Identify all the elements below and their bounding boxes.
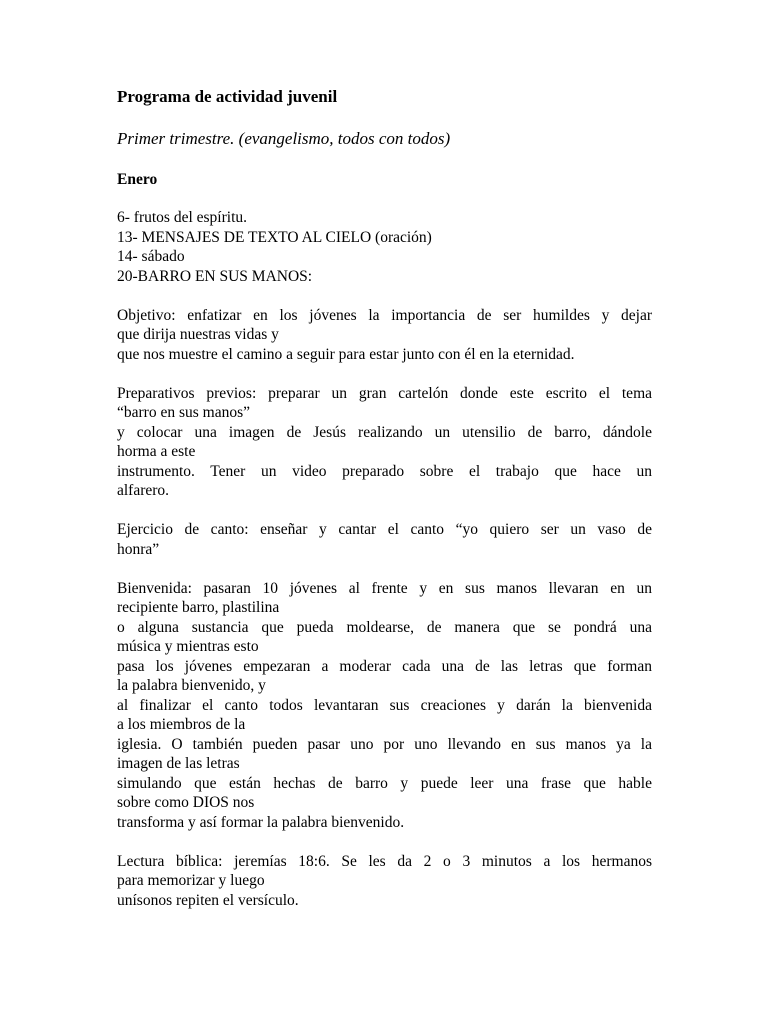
paragraph-line: iglesia. O también pueden pasar uno por uno llevando en sus manos ya la xyxy=(117,735,652,753)
paragraph-bienvenida xyxy=(117,579,652,833)
paragraph-line: Objetivo: enfatizar en los jóvenes la importancia de ser humildes y dejar xyxy=(117,306,652,324)
paragraph-line: la palabra bienvenido, y xyxy=(117,677,266,694)
paragraph-line: imagen de las letras xyxy=(117,755,240,772)
schedule-list xyxy=(117,208,652,286)
paragraph-line: a los miembros de la xyxy=(117,716,246,733)
paragraph-line: alfarero. xyxy=(117,482,170,499)
paragraph-line: Ejercicio de canto: enseñar y cantar el canto “yo quiero ser un vaso de xyxy=(117,521,652,538)
paragraph-line: que dirija nuestras vidas y xyxy=(117,326,279,343)
schedule-item: 20-BARRO EN SUS MANOS: xyxy=(117,267,313,285)
paragraph-line: para memorizar y luego xyxy=(117,872,265,889)
paragraph-ejercicio-canto xyxy=(117,520,652,559)
paragraph-line: “barro en sus manos” xyxy=(117,404,250,421)
paragraph-line: simulando que están hechas de barro y puede leer una frase que hable xyxy=(117,774,652,792)
paragraph-line: Lectura bíblica: jeremías 18:6. Se les da 2 o 3 minutos a los hermanos xyxy=(117,852,652,870)
paragraph-line: Bienvenida: pasaran 10 jóvenes al frente y en sus manos llevaran en un xyxy=(117,579,652,597)
paragraph-line: pasa los jóvenes empezaran a moderar cada una de las letras que forman xyxy=(117,657,652,675)
paragraph-line: instrumento. Tener un video preparado sobre el trabajo que hace un xyxy=(117,462,652,480)
paragraph-line: honra” xyxy=(117,540,160,558)
paragraph-line: Preparativos previos: preparar un gran cartelón donde este escrito el tema xyxy=(117,384,652,402)
paragraph-line: recipiente barro, plastilina xyxy=(117,599,280,616)
paragraph-line: y colocar una imagen de Jesús realizando un utensilio de barro, dándole xyxy=(117,423,652,441)
paragraph-line: o alguna sustancia que pueda moldearse, de manera que se pondrá una xyxy=(117,618,652,636)
schedule-item: 13- MENSAJES DE TEXTO AL CIELO (oración) xyxy=(117,228,432,246)
paragraph-line: transforma y así formar la palabra bienvenido. xyxy=(117,813,405,831)
paragraph-line: unísonos repiten el versículo. xyxy=(117,891,299,909)
paragraph-preparativos xyxy=(117,384,652,501)
paragraph-line: sobre como DIOS nos xyxy=(117,794,255,811)
schedule-item: 14- sábado xyxy=(117,248,185,265)
document-page xyxy=(117,86,652,910)
paragraph-line: horma a este xyxy=(117,443,196,460)
document-subtitle: Primer trimestre. (evangelismo, todos con todos) xyxy=(117,129,451,148)
paragraph-lectura-biblica xyxy=(117,852,652,911)
paragraph-line: que nos muestre el camino a seguir para estar junto con él en la eternidad. xyxy=(117,345,575,363)
schedule-item: 6- frutos del espíritu. xyxy=(117,209,248,226)
month-heading: Enero xyxy=(117,171,158,188)
paragraph-line: música y mientras esto xyxy=(117,638,259,655)
paragraph-line: al finalizar el canto todos levantaran sus creaciones y darán la bienvenida xyxy=(117,696,652,714)
paragraph-objetivo xyxy=(117,306,652,365)
document-title: Programa de actividad juvenil xyxy=(117,87,338,106)
